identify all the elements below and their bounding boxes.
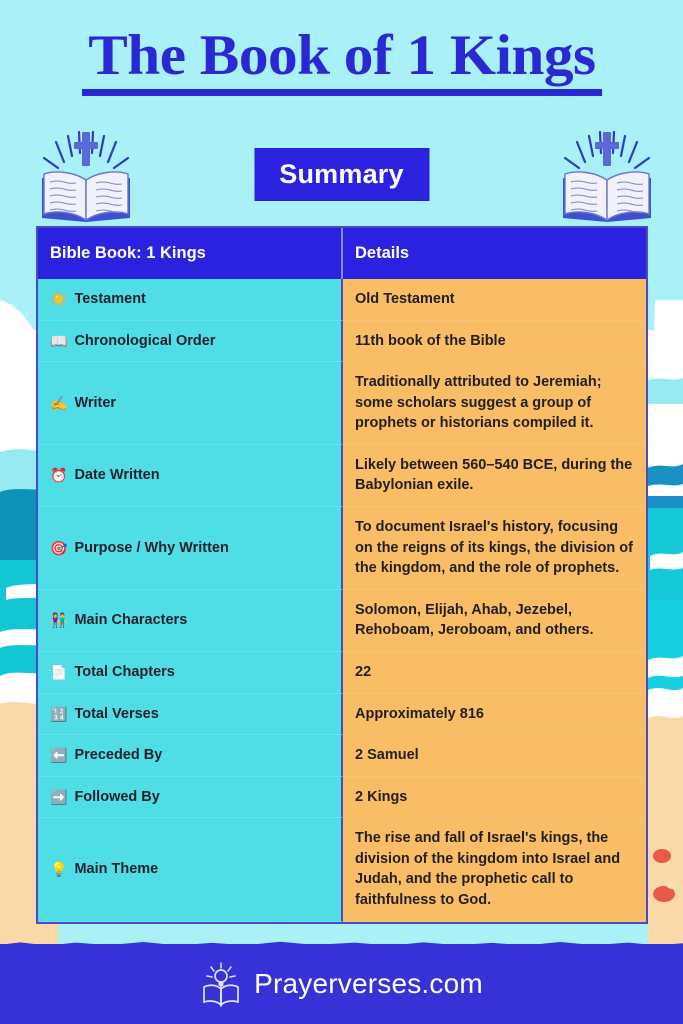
table-row-label: Date Written	[74, 467, 160, 484]
bible-decor-right	[555, 126, 659, 226]
table-row	[38, 777, 646, 819]
table-row	[38, 590, 646, 652]
page-title: The Book of 1 Kings	[82, 26, 602, 96]
table-row	[38, 507, 646, 590]
table-row-label: Testament	[74, 291, 146, 308]
table-row-value: 2 Kings	[355, 788, 408, 805]
table-row	[38, 652, 646, 694]
table-row-value: 22	[355, 663, 372, 680]
table-row	[38, 362, 646, 445]
table-row-value: The rise and fall of Israel's kings, the division of the kingdom into Israel and Judah, and the prophetic call to faithfulness to God.	[355, 830, 621, 908]
table-cell-value	[343, 652, 646, 694]
sun-icon: ☀️	[50, 291, 68, 308]
page-title-wrap	[0, 26, 683, 96]
lightbulb-icon: 💡	[50, 861, 68, 878]
table-header-row	[38, 228, 646, 279]
numbers-icon: 🔢	[50, 705, 68, 722]
target-icon: 🎯	[50, 539, 68, 556]
open-bible-with-cross-icon	[555, 126, 659, 226]
table-row-value: To document Israel's history, focusing on the reigns of its kings, the division of the kingdom, and the role of prophets.	[355, 519, 633, 577]
arrow-left-icon: ⬅️	[50, 747, 68, 764]
table-row-value: 11th book of the Bible	[355, 332, 506, 349]
table-row-value: Old Testament	[355, 291, 455, 307]
table-cell-value	[343, 590, 646, 652]
table-row-label: Preceded By	[74, 747, 163, 764]
table-row-label: Chronological Order	[74, 332, 216, 349]
arrow-right-icon: ➡️	[50, 788, 68, 805]
table-row	[38, 321, 646, 363]
table-row-value: Solomon, Elijah, Ahab, Jezebel, Rehoboam, Jeroboam, and others.	[355, 601, 594, 639]
table-row	[38, 279, 646, 321]
table-body	[38, 279, 646, 922]
table-row-value: Traditionally attributed to Jeremiah; some scholars suggest a group of prophets or historians compiled it.	[355, 374, 602, 432]
table-cell-value	[343, 445, 646, 507]
summary-table	[36, 226, 648, 924]
footer-brand-text: Prayerverses.com	[254, 968, 483, 999]
table-cell-label	[38, 590, 343, 652]
table-cell-value	[343, 818, 646, 921]
table-cell-label	[38, 735, 343, 777]
table-cell-label	[38, 279, 343, 321]
alarm-clock-icon: ⏰	[50, 467, 68, 484]
table-row-label: Main Theme	[74, 861, 159, 878]
table-row-label: Main Characters	[74, 612, 188, 629]
table-row-label: Total Verses	[74, 705, 159, 722]
table-row	[38, 735, 646, 777]
book-lightbulb-logo-icon	[200, 961, 242, 1007]
summary-badge-label: Summary	[279, 159, 404, 189]
table-row-label: Writer	[74, 394, 117, 411]
table-row	[38, 694, 646, 736]
table-row	[38, 818, 646, 921]
table-row-value: Likely between 560–540 BCE, during the Babylonian exile.	[355, 456, 633, 494]
table-row-value: 2 Samuel	[355, 747, 419, 764]
table-cell-label	[38, 652, 343, 694]
summary-badge	[254, 148, 429, 201]
table-row-value: Approximately 816	[355, 705, 484, 722]
bible-decor-left	[34, 126, 138, 226]
table-row-label: Followed By	[74, 788, 160, 805]
table-cell-value	[343, 279, 646, 321]
table-cell-label	[38, 777, 343, 819]
table-cell-label	[38, 507, 343, 590]
table-cell-value	[343, 507, 646, 590]
table-cell-value	[343, 321, 646, 363]
table-cell-label	[38, 818, 343, 921]
table-cell-label	[38, 321, 343, 363]
table-cell-label	[38, 694, 343, 736]
table-cell-value	[343, 694, 646, 736]
table-cell-label	[38, 445, 343, 507]
table-row	[38, 445, 646, 507]
page-icon: 📄	[50, 664, 68, 681]
table-header-col1: Bible Book: 1 Kings	[38, 228, 343, 279]
table-row-label: Purpose / Why Written	[74, 539, 229, 556]
open-book-icon: 📖	[50, 332, 68, 349]
table-header-col2: Details	[355, 244, 410, 262]
table-cell-value	[343, 735, 646, 777]
table-cell-value	[343, 777, 646, 819]
footer-bar	[0, 944, 683, 1024]
table-cell-value	[343, 362, 646, 445]
people-icon: 👫	[50, 612, 68, 629]
writing-hand-icon: ✍️	[50, 395, 68, 412]
open-bible-with-cross-icon	[34, 126, 138, 226]
table-cell-label	[38, 362, 343, 445]
table-row-label: Total Chapters	[74, 664, 175, 681]
